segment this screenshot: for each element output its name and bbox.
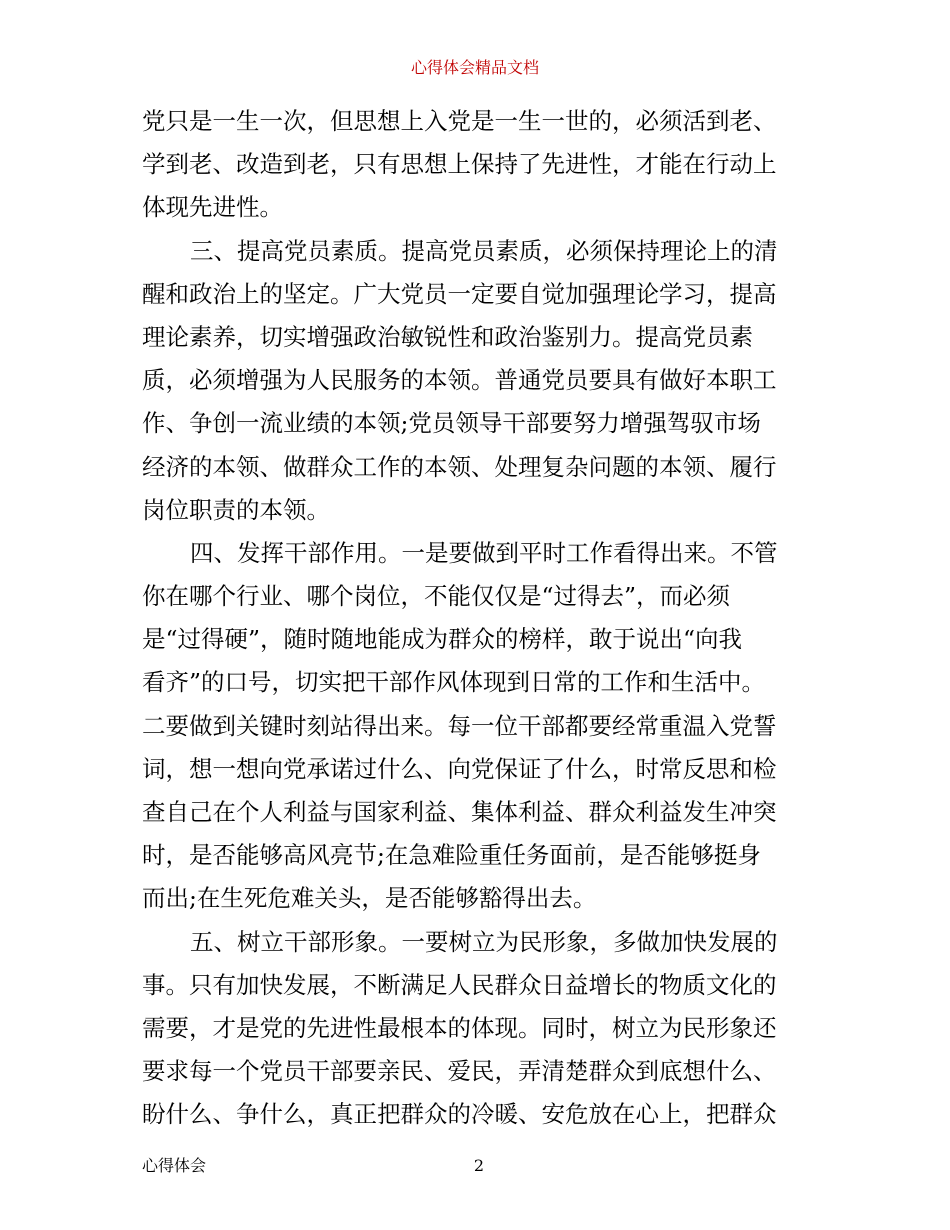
paragraph-start-line: 三、提高党员素质。提高党员素质，必须保持理论上的清	[190, 236, 778, 265]
page-header-title: 心得体会精品文档	[410, 58, 539, 77]
text-line: 要求每一个党员干部要亲民、爱民，弄清楚群众到底想什么、	[142, 1057, 777, 1086]
text-line: 而出;在生死危难关头，是否能够豁得出去。	[142, 884, 597, 913]
text-line: 时，是否能够高风亮节;在急难险重任务面前，是否能够挺身	[142, 841, 761, 870]
text-line: 醒和政治上的坚定。广大党员一定要自觉加强理论学习，提高	[142, 279, 777, 308]
text-line: 体现先进性。	[142, 193, 283, 222]
text-line: 需要，才是党的先进性最根本的体现。同时，树立为民形象还	[142, 1013, 777, 1042]
paragraph-start-line: 五、树立干部形象。一要树立为民形象，多做加快发展的	[190, 927, 778, 956]
text-line: 作、争创一流业绩的本领;党员领导干部要努力增强驾驭市场	[142, 409, 761, 438]
text-line: 质，必须增强为人民服务的本领。普通党员要具有做好本职工	[142, 366, 777, 395]
text-line: 理论素养，切实增强政治敏锐性和政治鉴别力。提高党员素	[142, 322, 753, 351]
text-line: 词，想一想向党承诺过什么、向党保证了什么，时常反思和检	[142, 754, 777, 783]
text-line: 看齐”的口号，切实把干部作风体现到日常的工作和生活中。	[142, 668, 766, 697]
footer-label: 心得体会	[142, 1156, 207, 1175]
text-line: 经济的本领、做群众工作的本领、处理复杂问题的本领、履行	[142, 452, 777, 481]
text-line: 党只是一生一次，但思想上入党是一生一世的，必须活到老、	[142, 107, 777, 135]
text-line: 查自己在个人利益与国家利益、集体利益、群众利益发生冲突	[142, 798, 777, 826]
text-line: 二要做到关键时刻站得出来。每一位干部都要经常重温入党誓	[142, 711, 777, 740]
text-line: 事。只有加快发展，不断满足人民群众日益增长的物质文化的	[142, 970, 777, 999]
paragraph-start-line: 四、发挥干部作用。一是要做到平时工作看得出来。不管	[190, 538, 778, 567]
text-line: 岗位职责的本领。	[142, 495, 330, 524]
text-line: 是“过得硬”，随时随地能成为群众的榜样，敢于说出“向我	[142, 625, 743, 654]
page-number: 2	[473, 1156, 485, 1175]
page-footer	[142, 1156, 814, 1176]
text-line: 你在哪个行业、哪个岗位，不能仅仅是“过得去”，而必须	[142, 582, 731, 611]
text-line: 盼什么、争什么，真正把群众的冷暖、安危放在心上，把群众	[142, 1100, 777, 1129]
body-text	[142, 100, 814, 1137]
text-line: 学到老、改造到老，只有思想上保持了先进性，才能在行动上	[142, 150, 777, 179]
